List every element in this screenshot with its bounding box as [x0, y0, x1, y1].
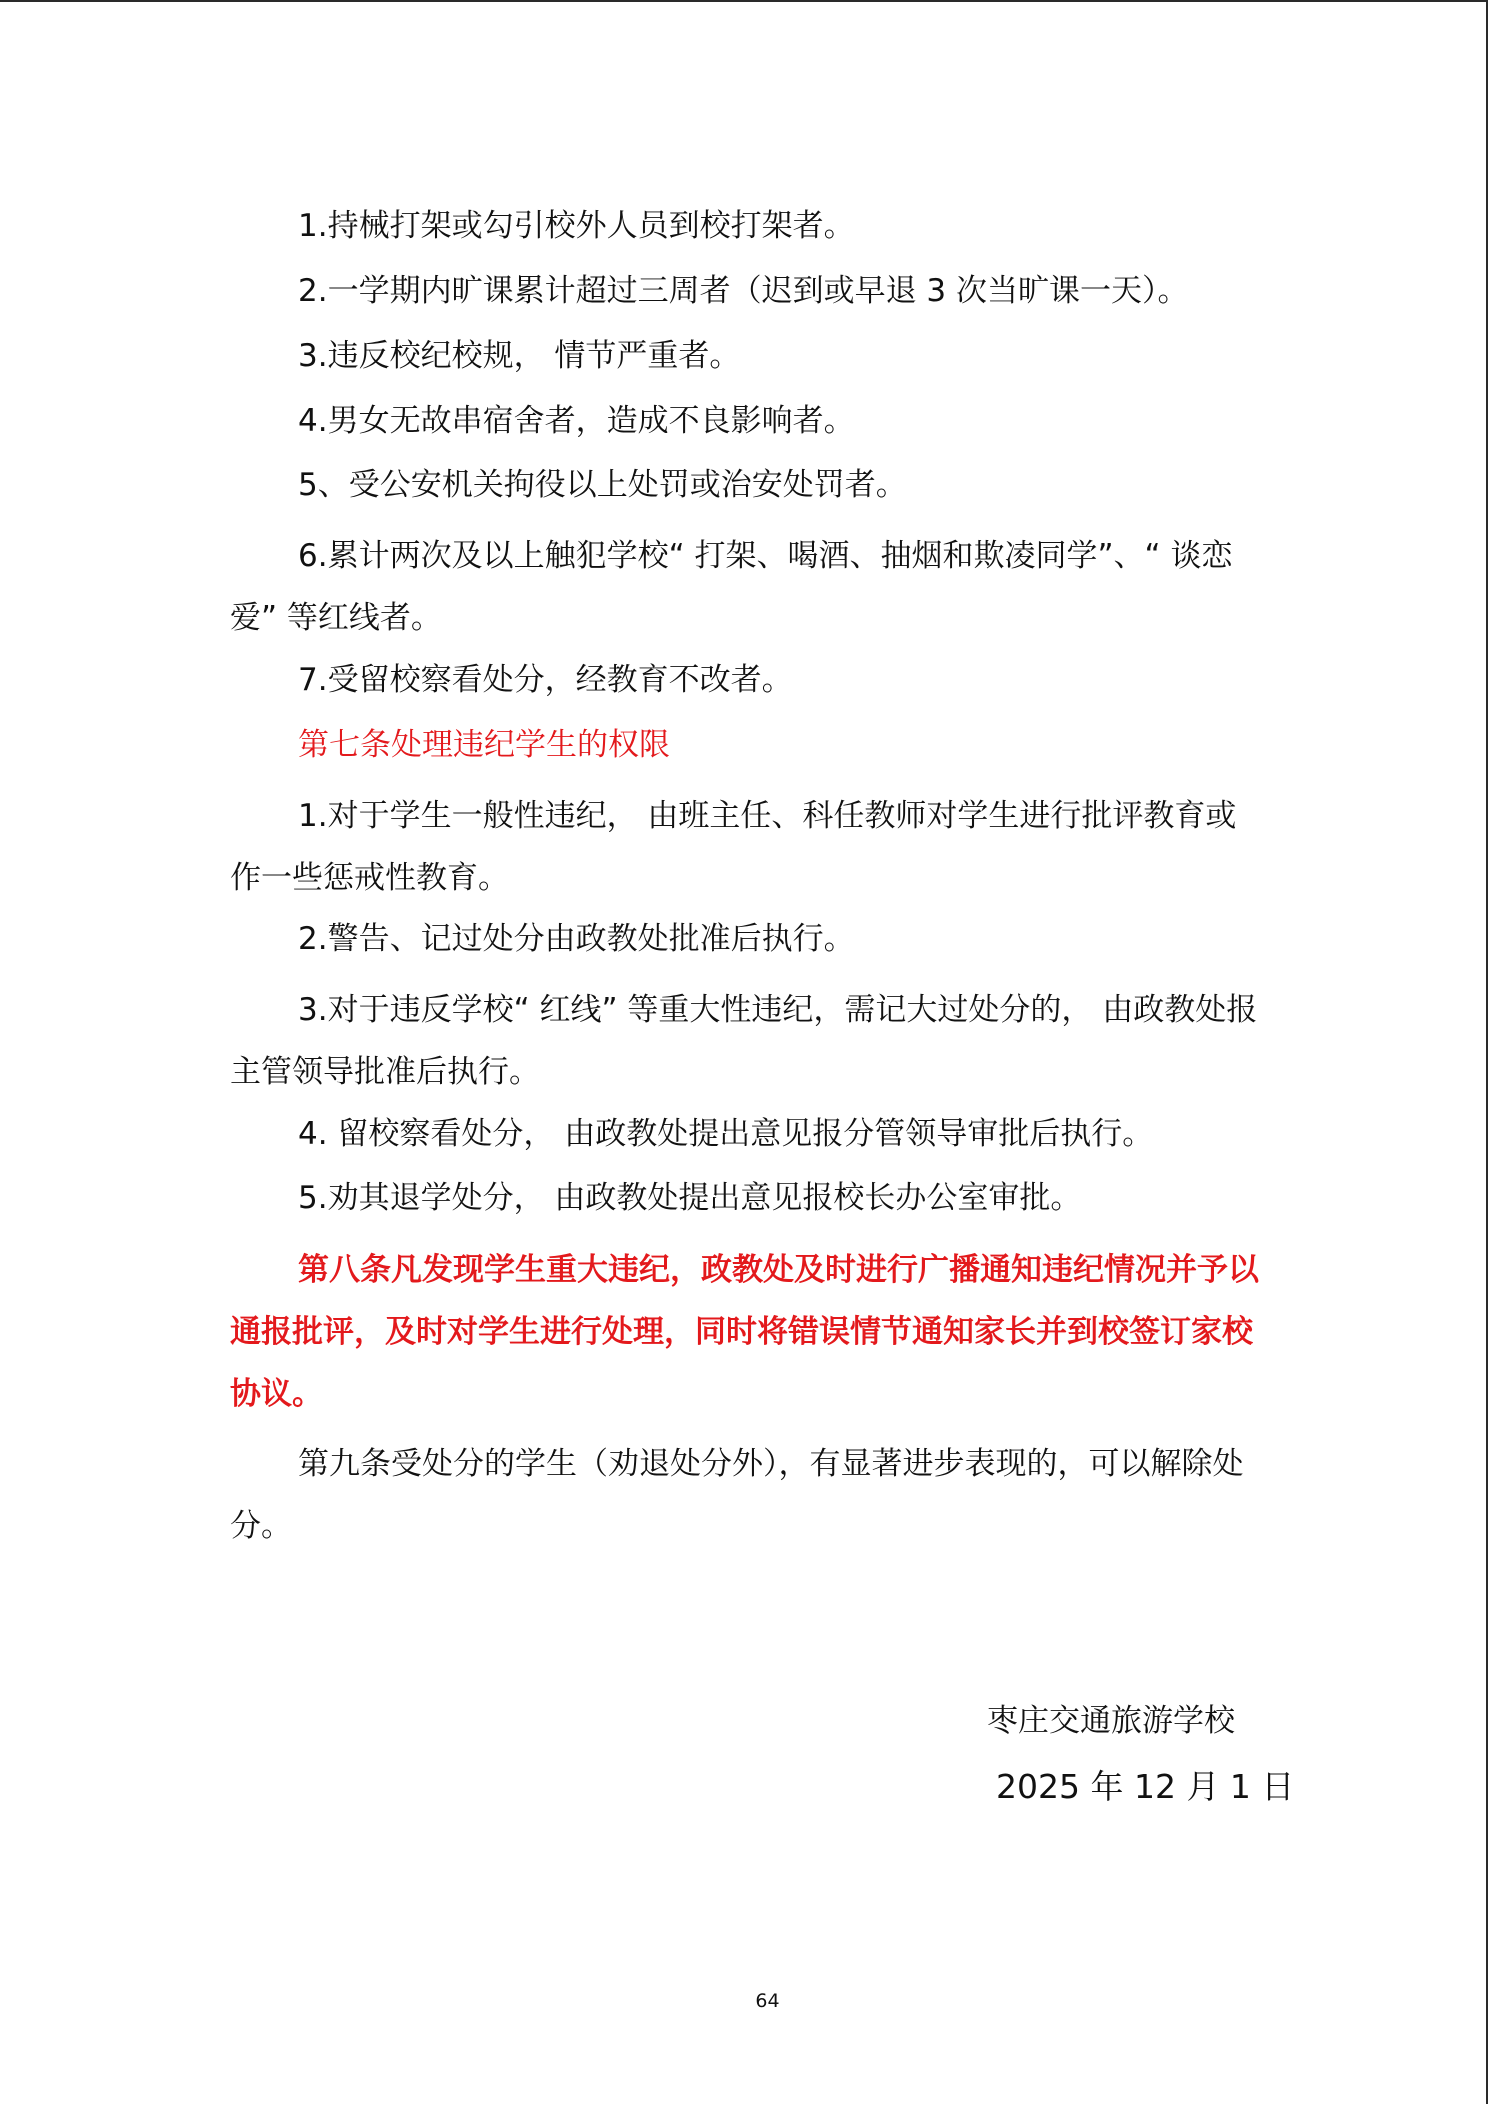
article-7-point-1: 1.对于学生一般性违纪， 由班主任、科任教师对学生进行批评教育或作一些惩戒性教育。 [230, 798, 1237, 896]
list-item-7: 7.受留校察看处分，经教育不改者。 [298, 662, 793, 698]
article-7-heading: 第七条处理违纪学生的权限 [298, 727, 670, 763]
article-9-paragraph: 第九条受处分的学生（劝退处分外），有显著进步表现的，可以解除处分。 [230, 1446, 1244, 1544]
signature-organization: 枣庄交通旅游学校 [987, 1703, 1235, 1739]
list-item-6: 6.累计两次及以上触犯学校“ 打架、喝酒、抽烟和欺凌同学”、“ 谈恋爱” 等红线者。 [230, 538, 1233, 636]
page-number: 64 [755, 1990, 780, 2012]
page-top-edge [0, 0, 1488, 2]
list-item-5: 5、受公安机关拘役以上处罚或治安处罚者。 [298, 467, 907, 503]
article-7-point-3: 3.对于违反学校“ 红线” 等重大性违纪，需记大过处分的， 由政教处报主管领导批准后执行。 [230, 992, 1258, 1090]
article-7-point-4: 4. 留校察看处分， 由政教处提出意见报分管领导审批后执行。 [298, 1116, 1154, 1152]
article-8-paragraph: 第八条凡发现学生重大违纪，政教处及时进行广播通知违纪情况并予以通报批评，及时对学生进行处理，同时将错误情节通知家长并到校签订家校协议。 [230, 1252, 1259, 1412]
article-7-point-5: 5.劝其退学处分， 由政教处提出意见报校长办公室审批。 [298, 1180, 1082, 1216]
signature-date: 2025 年 12 月 1 日 [996, 1767, 1295, 1806]
article-7-point-2: 2.警告、记过处分由政教处批准后执行。 [298, 921, 855, 957]
list-item-2: 2.一学期内旷课累计超过三周者（迟到或早退 3 次当旷课一天）。 [298, 273, 1189, 309]
list-item-1: 1.持械打架或勾引校外人员到校打架者。 [298, 208, 855, 244]
list-item-4: 4.男女无故串宿舍者，造成不良影响者。 [298, 403, 855, 439]
list-item-3: 3.违反校纪校规， 情节严重者。 [298, 338, 741, 374]
